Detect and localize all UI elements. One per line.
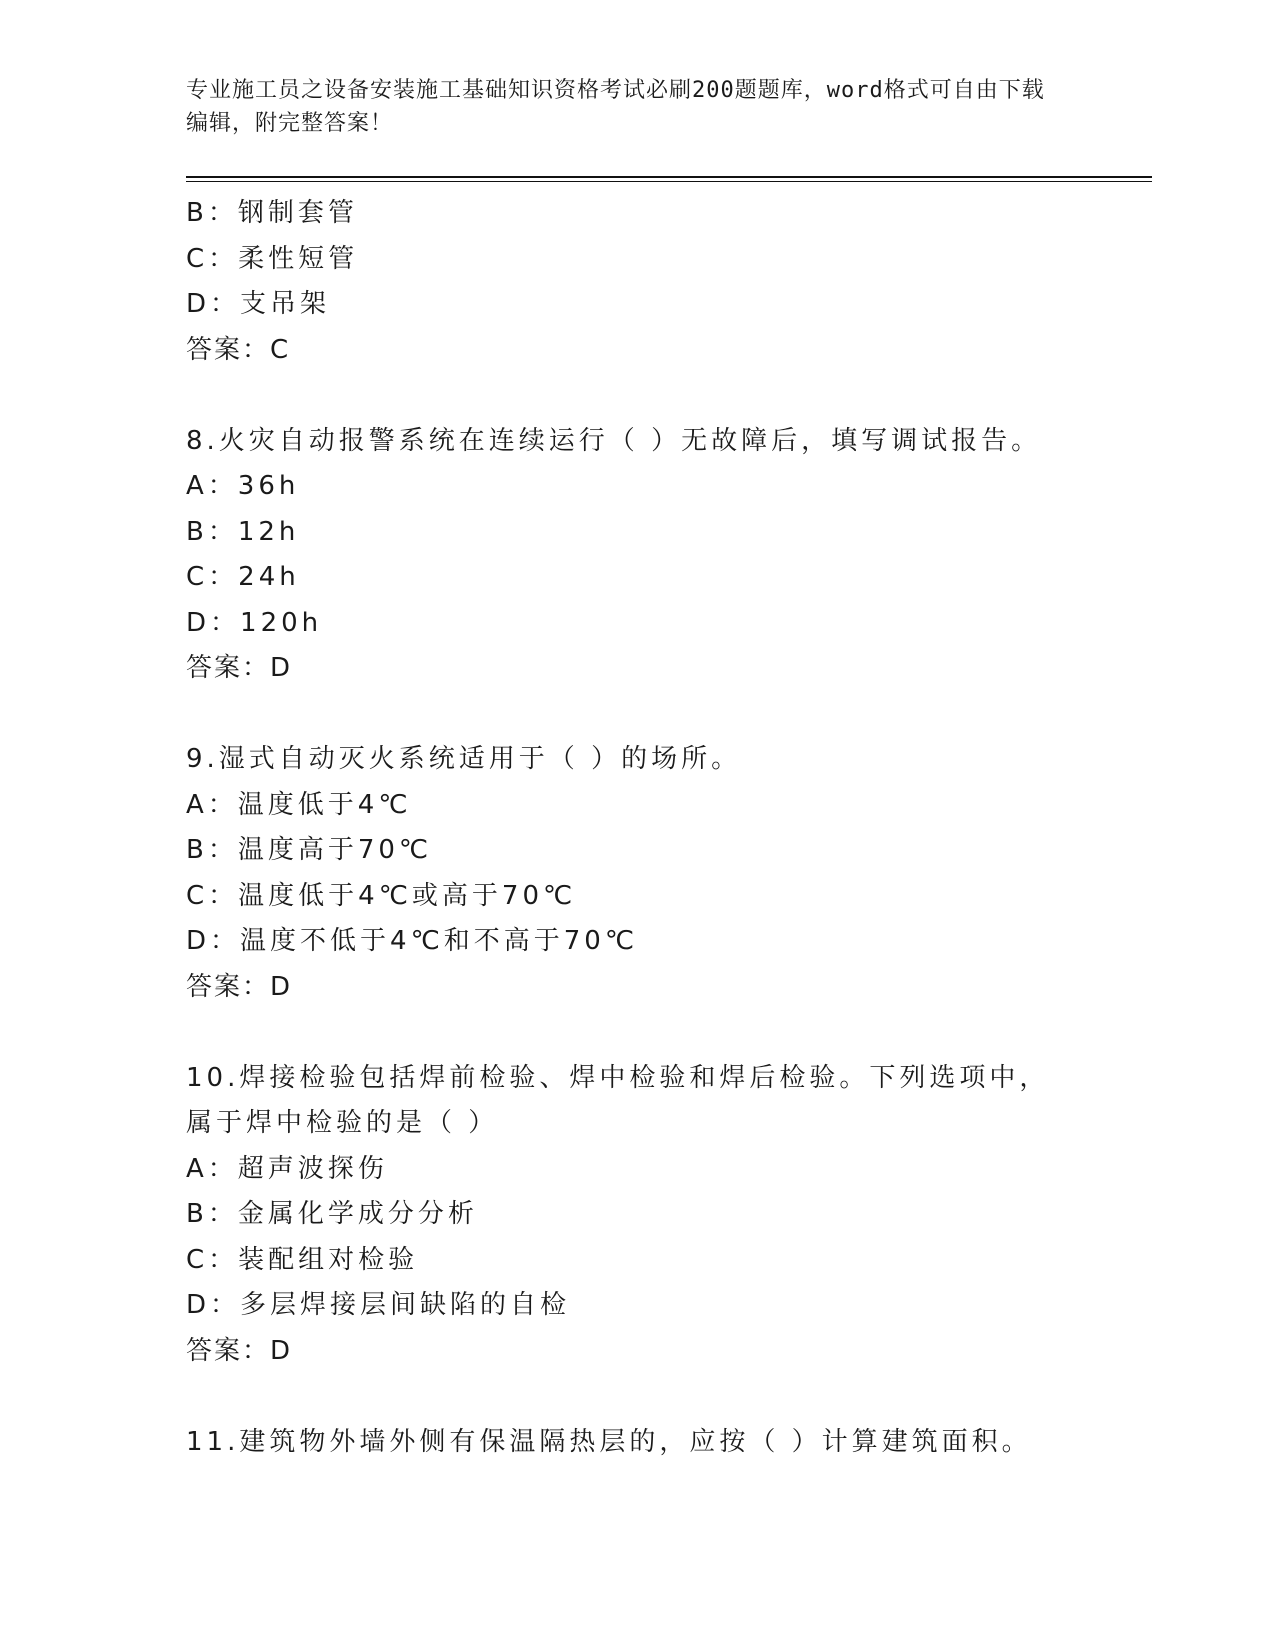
option-line: B：钢制套管 <box>186 198 358 228</box>
option-line: B：温度高于70℃ <box>186 835 433 865</box>
option-line: C：24h <box>186 562 300 592</box>
option-line: B：12h <box>186 516 300 547</box>
question-content <box>186 191 1086 1465</box>
question-text: 11.建筑物外墙外侧有保温隔热层的，应按（ ）计算建筑面积。 <box>186 1426 1032 1457</box>
question-text: 9.湿式自动灭火系统适用于（ ）的场所。 <box>186 744 742 774</box>
header-rule-thick <box>186 176 1152 178</box>
spacer <box>186 1374 1086 1420</box>
option-line: A：温度低于4℃ <box>186 789 412 820</box>
option-line: D：支吊架 <box>186 289 331 319</box>
option-line: C：温度低于4℃或高于70℃ <box>186 880 577 911</box>
option-line: C：柔性短管 <box>186 243 359 274</box>
option-line: C：装配组对检验 <box>186 1244 419 1275</box>
spacer <box>186 1010 1086 1056</box>
document-header: 专业施工员之设备安装施工基础知识资格考试必刷200题题库，word格式可自由下载编辑，附完整答案！ <box>186 78 1045 136</box>
spacer <box>186 373 1086 419</box>
option-line: A：超声波探伤 <box>186 1153 388 1184</box>
answer-line: 答案：D <box>186 1335 293 1366</box>
question-text: 10.焊接检验包括焊前检验、焊中检验和焊后检验。下列选项中，属于焊中检验的是（ ） <box>186 1062 1050 1138</box>
answer-line: 答案：C <box>186 334 291 365</box>
answer-line: 答案：D <box>186 653 293 683</box>
header-rule-thin <box>186 181 1152 182</box>
question-text: 8.火灾自动报警系统在连续运行（ ）无故障后，填写调试报告。 <box>186 425 1042 456</box>
option-line: D：120h <box>186 607 323 638</box>
option-line: B：金属化学成分分析 <box>186 1199 478 1229</box>
option-line: D：多层焊接层间缺陷的自检 <box>186 1290 571 1320</box>
option-line: D：温度不低于4℃和不高于70℃ <box>186 926 639 956</box>
answer-line: 答案：D <box>186 971 293 1002</box>
spacer <box>186 692 1086 738</box>
option-line: A：36h <box>186 471 300 501</box>
